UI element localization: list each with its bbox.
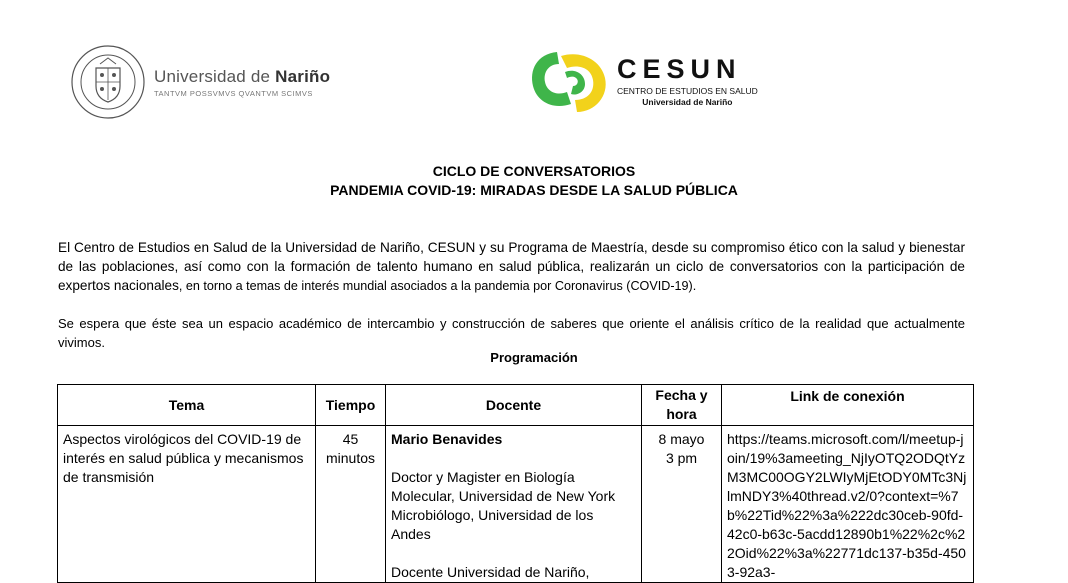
- programacion-heading: Programación: [490, 350, 578, 365]
- university-logo-block: [70, 44, 330, 120]
- cell-docente: [386, 426, 642, 583]
- header-tema: Tema: [58, 385, 316, 426]
- intro-main-text: El Centro de Estudios en Salud de la Universidad de Nariño, CESUN y su Programa de Maestría, desde su compromiso ético con la salud y bienestar de las poblaciones, así como con la formación de talento humano en salud pública, realizarán un ciclo de conversatorios con la participación de expertos nacionales: [58, 240, 965, 293]
- university-seal-icon: [70, 44, 146, 120]
- header-link: Link de conexión: [722, 385, 974, 426]
- document-header: [0, 0, 1068, 130]
- intro-paragraph: [58, 238, 965, 296]
- cesun-logo-block: [527, 46, 758, 116]
- university-name: Universidad de Nariño: [154, 66, 331, 86]
- cell-fecha: 8 mayo 3 pm: [642, 426, 722, 583]
- intro-rest-text: , en torno a temas de interés mundial asociados a la pandemia por Coronavirus (COVID-19).: [178, 279, 697, 293]
- cell-tiempo: 45 minutos: [316, 426, 386, 583]
- university-motto: TANTVM POSSVMVS QVANTVM SCIMVS: [154, 88, 313, 98]
- document-subtitle: PANDEMIA COVID-19: MIRADAS DESDE LA SALUD PÚBLICA: [330, 182, 738, 198]
- cell-meeting-link[interactable]: https://teams.microsoft.com/l/meetup-join/19%3ameeting_NjIyOTQ2ODQtYzM3MC00OGY2LWIyMjEtODY0MTc3NjlmNDY3%40thread.v2/0?context=%7b%22Tid%22%3a%222dc30ceb-90fd-42c0-b63c-5acdd12890b1%22%2c%22Oid%22%3a%22771dc137-b35d-4503-92a3-: [722, 426, 974, 583]
- purpose-paragraph: Se espera que éste sea un espacio académico de intercambio y construcción de saberes que oriente el análisis crítico de la realidad que actualmente vivimos.: [58, 316, 965, 350]
- cesun-subtitle: CENTRO DE ESTUDIOS EN SALUD: [617, 86, 758, 96]
- docente-role: Docente Universidad de Nariño,: [391, 564, 590, 580]
- schedule-table: [57, 384, 974, 583]
- docente-name: Mario Benavides: [391, 431, 503, 447]
- cesun-university: Universidad de Nariño: [642, 97, 733, 107]
- header-tiempo: Tiempo: [316, 385, 386, 426]
- header-fecha: Fecha y hora: [642, 385, 722, 426]
- cesun-logo-icon: [527, 46, 611, 116]
- document-title: CICLO DE CONVERSATORIOS: [432, 163, 636, 179]
- docente-credentials: Doctor y Magister en Biología Molecular, Universidad de New York Microbiólogo, Universidad de los Andes: [391, 469, 616, 542]
- table-header-row: [58, 385, 974, 426]
- cell-tema: Aspectos virológicos del COVID-19 de interés en salud pública y mecanismos de transmisión: [58, 426, 316, 583]
- cesun-name: CESUN: [617, 54, 742, 84]
- table-row: [58, 426, 974, 583]
- header-docente: Docente: [386, 385, 642, 426]
